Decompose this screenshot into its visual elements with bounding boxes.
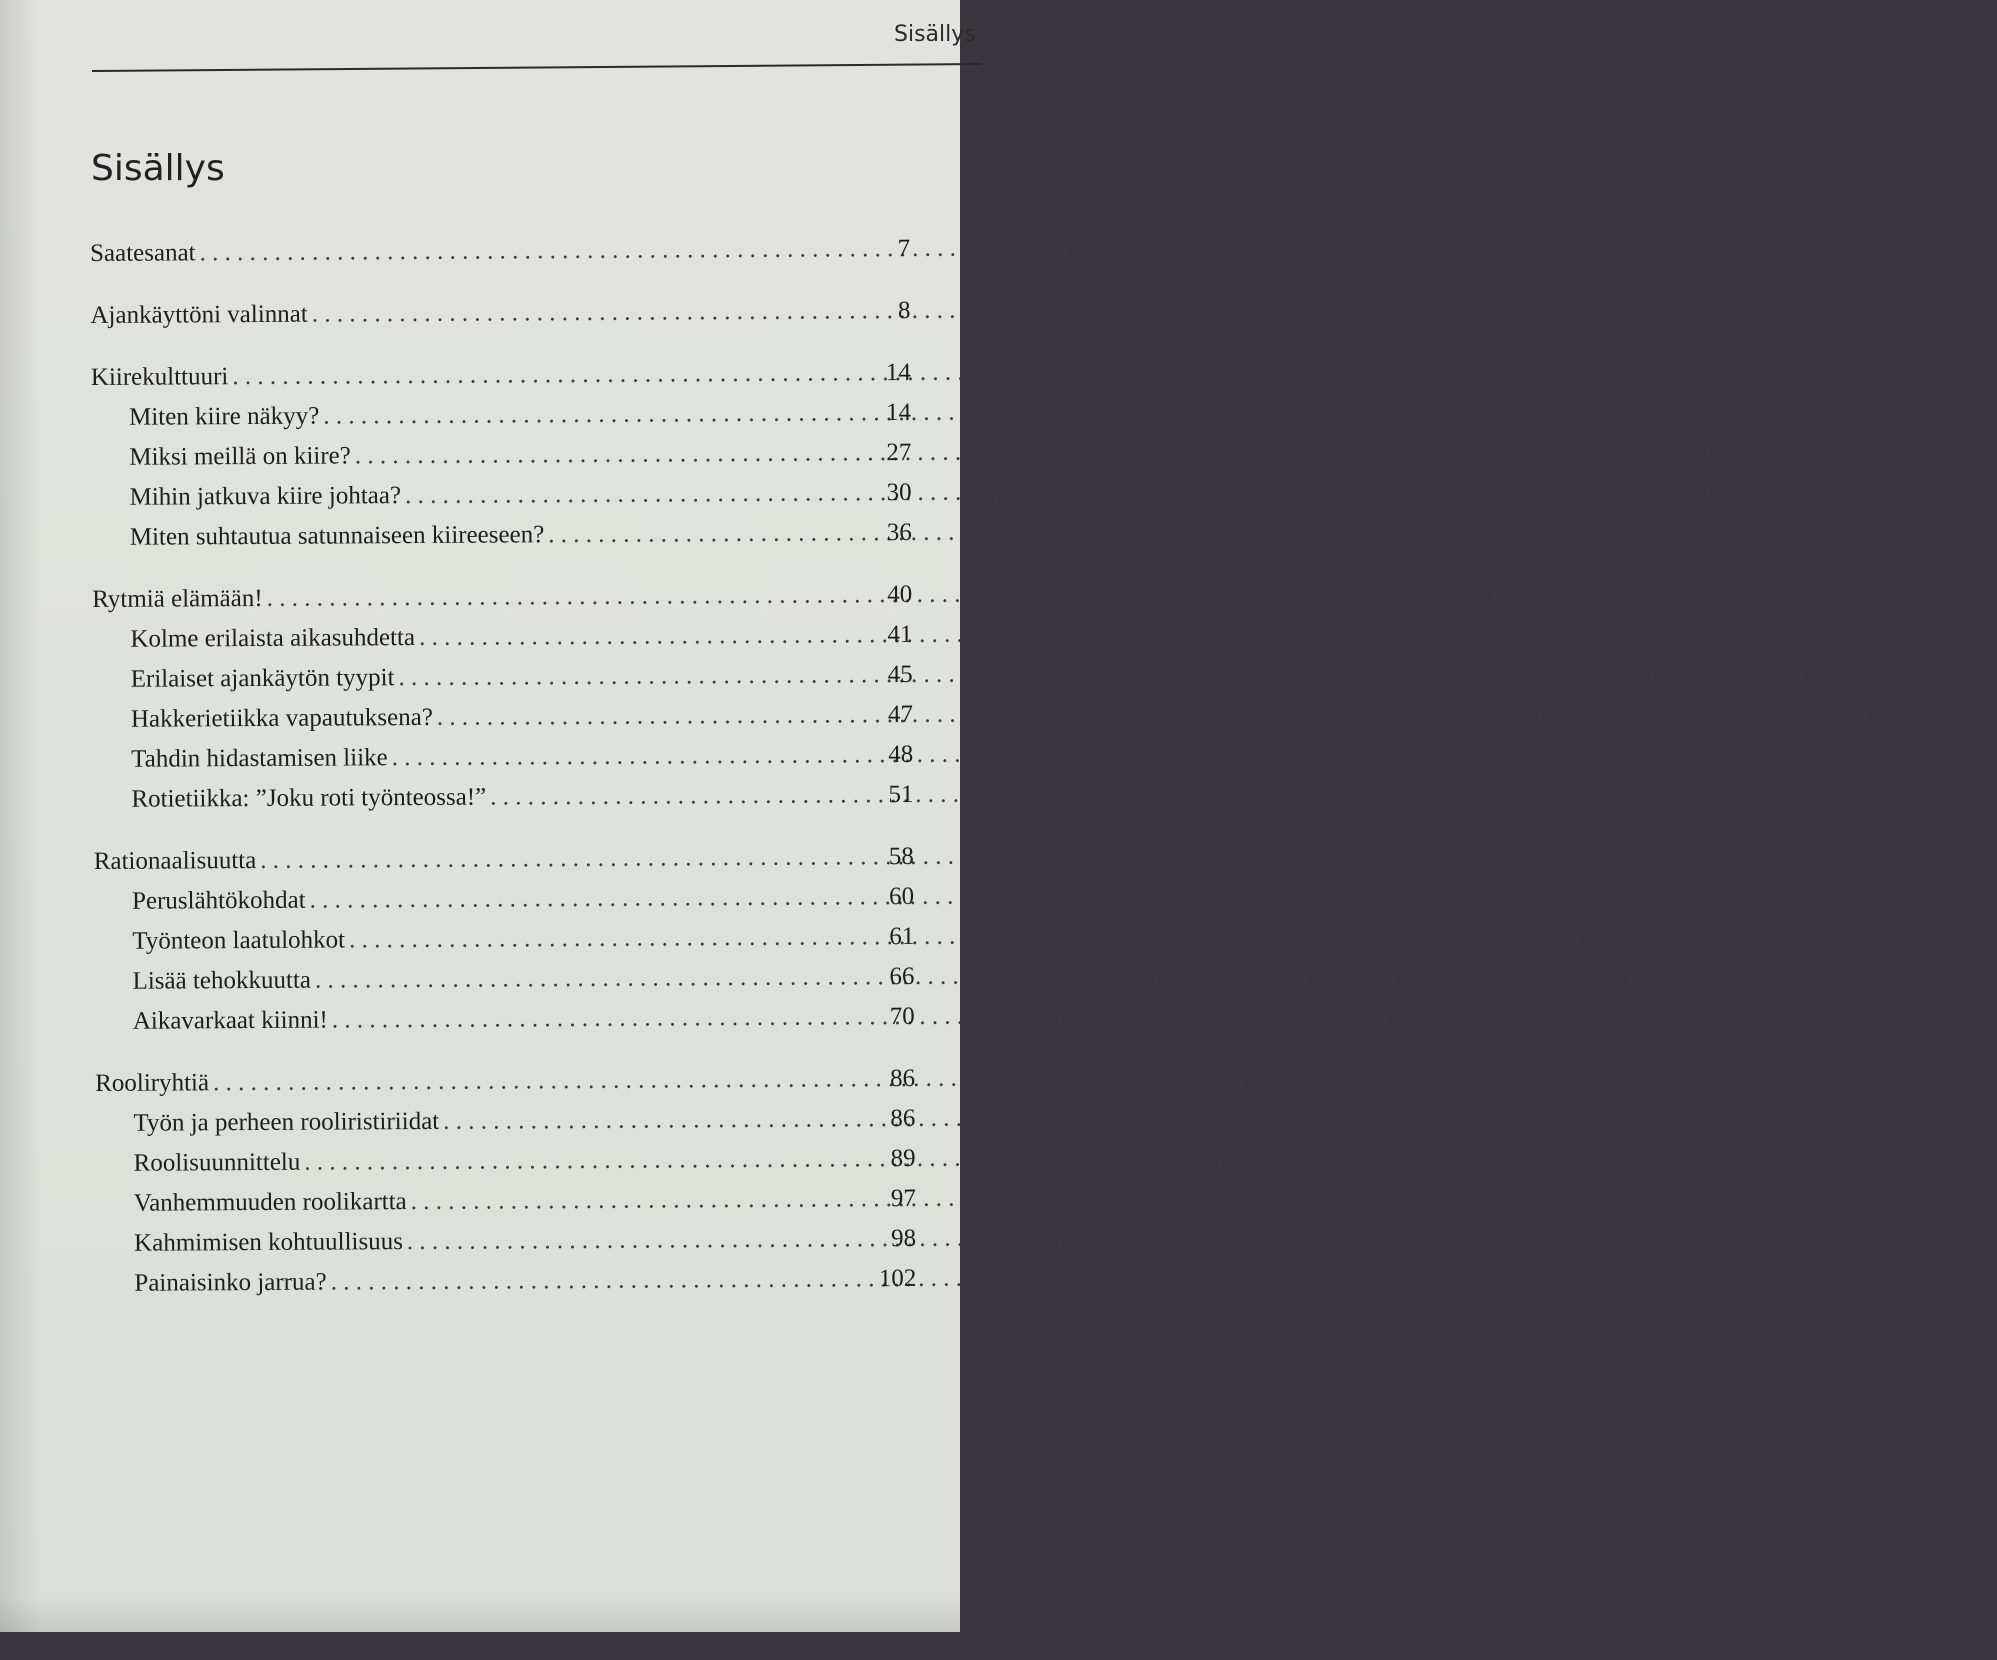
toc-entry-page-number: 48 (888, 740, 914, 769)
dot-leader (256, 843, 886, 875)
toc-subentry (96, 1265, 916, 1310)
toc-entry-label: Kolme erilaista aikasuhdetta (130, 624, 416, 653)
toc-entry-label: Miksi meillä on kiire? (129, 442, 351, 471)
toc-subentry (96, 1185, 916, 1230)
header-rule (92, 63, 982, 72)
toc-entry-page-number: 98 (891, 1224, 917, 1253)
toc-subentry (92, 621, 912, 666)
toc-entry-page-number: 27 (886, 438, 912, 467)
toc-entry-page-number: 86 (890, 1104, 916, 1133)
toc-subentry (91, 479, 911, 524)
toc-entry-label: Työnteon laatulohkot (132, 926, 346, 955)
toc-subentry (93, 701, 913, 746)
dot-leader (327, 1265, 879, 1296)
running-head: Sisällys (894, 22, 976, 47)
toc-entry (94, 843, 914, 888)
toc-subentry (94, 883, 914, 928)
toc-section (90, 297, 910, 342)
toc-entry-page-number: 14 (885, 398, 912, 427)
dot-leader (319, 399, 883, 430)
toc-subentry (96, 1225, 916, 1270)
toc-subentry (94, 963, 914, 1008)
dot-leader (263, 581, 885, 613)
toc-entry-page-number: 66 (889, 962, 915, 991)
toc-entry-label: Tahdin hidastamisen liike (131, 744, 388, 773)
toc-section (95, 1065, 916, 1310)
dot-leader (407, 1185, 888, 1216)
page-gutter-shadow (0, 0, 40, 1632)
toc-entry-page-number: 41 (887, 620, 913, 649)
dot-leader (403, 1225, 888, 1256)
dot-leader (196, 235, 883, 267)
toc-section (90, 235, 910, 280)
toc-subentry (95, 1105, 915, 1150)
toc-subentry (93, 661, 913, 706)
toc-entry-label: Rotietiikka: ”Joku roti työnteossa!” (131, 783, 487, 813)
dot-leader (311, 963, 887, 995)
dot-leader (401, 479, 884, 510)
toc-entry-page-number: 51 (888, 780, 914, 809)
dot-leader (415, 621, 885, 652)
toc-entry-label: Hakkerietiikka vapautuksena? (130, 703, 433, 733)
toc-entry-label: Rooliryhtiä (95, 1069, 210, 1097)
toc-entry-label: Roolisuunnittelu (133, 1148, 301, 1177)
page-bottom-shadow (0, 1596, 960, 1632)
toc-entry-label: Ajankäyttöni valinnat (90, 300, 308, 329)
toc-entry (91, 359, 911, 404)
toc-entry-page-number: 40 (887, 580, 913, 609)
toc-subentry (92, 519, 912, 564)
toc-subentry (91, 439, 911, 484)
dot-leader (394, 661, 884, 692)
toc-entry-label: Kiirekulttuuri (90, 363, 229, 391)
toc-entry-label: Rationaalisuutta (93, 846, 257, 875)
toc-entry-page-number: 97 (890, 1184, 916, 1213)
toc-entry-page-number: 14 (885, 358, 911, 387)
toc-entry-page-number: 70 (889, 1002, 915, 1031)
toc-entry-label: Työn ja perheen rooliristiriidat (133, 1107, 440, 1137)
toc-entry-label: Saatesanat (90, 239, 196, 267)
toc-entry (90, 235, 910, 280)
toc-entry-label: Peruslähtökohdat (131, 886, 306, 915)
toc-subentry (91, 399, 911, 444)
toc-entry-page-number: 86 (890, 1064, 916, 1093)
toc-entry-label: Miten suhtautua satunnaiseen kiireeseen? (129, 521, 545, 551)
toc-entry-label: Vanhemmuuden roolikartta (133, 1188, 407, 1217)
toc-entry-page-number: 89 (890, 1144, 916, 1173)
dot-leader (345, 923, 886, 954)
toc-entry-page-number: 7 (897, 234, 911, 263)
toc-entry-label: Mihin jatkuva kiire johtaa? (129, 482, 402, 511)
toc-section (91, 359, 912, 564)
toc-subentry (93, 741, 913, 786)
toc-entry (92, 581, 912, 626)
toc-section (92, 581, 913, 826)
toc-entry-page-number: 47 (887, 700, 913, 729)
dot-leader (209, 1065, 887, 1097)
table-of-contents (90, 235, 917, 1332)
dot-leader (486, 781, 885, 811)
toc-title: Sisällys (91, 148, 225, 189)
toc-entry-page-number: 102 (878, 1264, 917, 1293)
toc-subentry (95, 1003, 915, 1048)
toc-entry-page-number: 30 (886, 478, 912, 507)
toc-subentry (94, 923, 914, 968)
dot-leader (351, 439, 884, 470)
toc-section (94, 843, 915, 1048)
toc-subentry (93, 781, 913, 826)
toc-entry-label: Aikavarkaat kiinni! (132, 1006, 328, 1035)
dot-leader (433, 701, 885, 732)
toc-entry-label: Lisää tehokkuutta (132, 966, 312, 995)
toc-entry-label: Rytmiä elämään! (92, 584, 263, 613)
toc-entry-page-number: 60 (888, 882, 915, 911)
dot-leader (328, 1003, 887, 1034)
book-page (0, 0, 976, 1632)
toc-entry-page-number: 61 (889, 922, 915, 951)
dot-leader (544, 519, 884, 549)
toc-entry-label: Painaisinko jarrua? (134, 1268, 327, 1297)
toc-entry-page-number: 36 (886, 518, 912, 547)
dot-leader (439, 1105, 887, 1136)
toc-entry (95, 1065, 915, 1110)
toc-entry-label: Erilaiset ajankäytön tyypit (130, 664, 395, 693)
dot-leader (228, 359, 883, 391)
toc-entry-page-number: 58 (888, 842, 914, 871)
toc-subentry (96, 1145, 916, 1190)
dot-leader (300, 1145, 887, 1177)
toc-entry-label: Miten kiire näkyy? (129, 402, 320, 431)
dot-leader (308, 297, 883, 329)
dot-leader (388, 741, 886, 772)
dot-leader (306, 883, 887, 915)
toc-entry-page-number: 8 (897, 296, 911, 325)
toc-entry (90, 297, 910, 342)
toc-entry-page-number: 45 (887, 660, 913, 689)
toc-entry-label: Kahmimisen kohtuullisuus (134, 1228, 403, 1257)
